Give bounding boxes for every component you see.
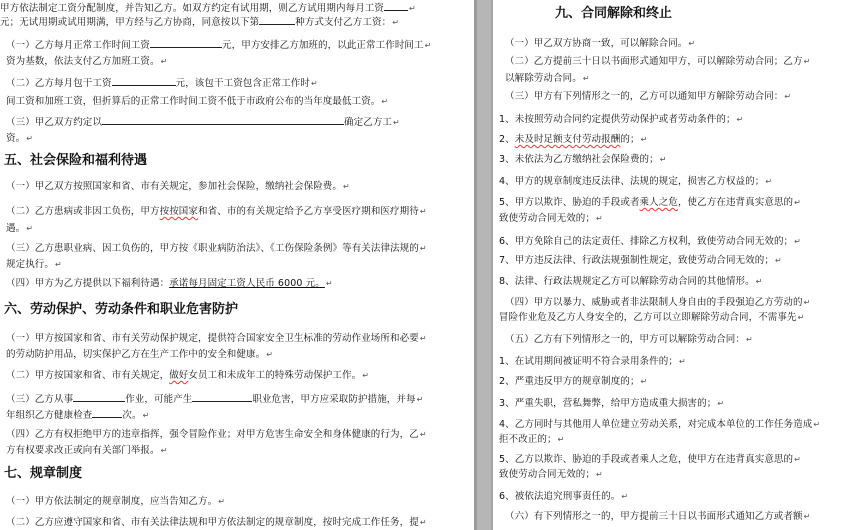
paragraph-text: （一）甲方依法制定的规章制度，应当告知乙方。 bbox=[6, 496, 218, 507]
paragraph-text: 作业，可能产生 bbox=[125, 394, 193, 405]
right-line bbox=[505, 37, 695, 50]
paragraph-text: 3、未依法为乙方缴纳社会保险费的； bbox=[499, 154, 659, 165]
paragraph-mark-icon: ↵ bbox=[419, 244, 427, 253]
paragraph-mark-icon: ↵ bbox=[717, 399, 725, 408]
paragraph-text: 的； bbox=[620, 134, 640, 145]
left-line bbox=[0, 0, 416, 15]
right-line bbox=[499, 490, 628, 503]
section-heading: 九、合同解除和终止 bbox=[555, 6, 673, 21]
right-line bbox=[499, 468, 603, 481]
right-line bbox=[499, 113, 743, 126]
paragraph-text: （一）乙方每月正常工作时间工资 bbox=[6, 40, 151, 51]
paragraph-text: 遇。 bbox=[6, 223, 26, 234]
paragraph-mark-icon: ↵ bbox=[621, 492, 629, 501]
left-line bbox=[6, 222, 33, 235]
right-line bbox=[499, 355, 686, 368]
fill-in-blank bbox=[102, 114, 344, 125]
paragraph-mark-icon: ↵ bbox=[794, 237, 801, 246]
right-line bbox=[499, 275, 763, 288]
paragraph-mark-icon: ↵ bbox=[803, 298, 811, 307]
paragraph-text: （二）乙方提前三十日以书面形式通知甲方，可以解除劳动合同；乙方 bbox=[505, 56, 803, 67]
right-line bbox=[499, 418, 820, 431]
paragraph-mark-icon: ↵ bbox=[784, 92, 792, 101]
fill-in-blank bbox=[384, 0, 408, 11]
paragraph-text: 1、未按照劳动合同约定提供劳动保护或者劳动条件的； bbox=[499, 114, 736, 125]
right-line bbox=[499, 212, 603, 225]
paragraph-text: （一）甲乙双方协商一致，可以解除合同。 bbox=[505, 38, 688, 49]
paragraph-text: 资为基数，依法支付乙方加班工资。 bbox=[6, 56, 160, 67]
paragraph-mark-icon: ↵ bbox=[688, 39, 696, 48]
right-line bbox=[499, 254, 782, 267]
right-line bbox=[499, 175, 772, 188]
paragraph-text: 的劳动防护用品，切实保护乙方在生产工作中的安全和健康。 bbox=[6, 349, 266, 360]
paragraph-mark-icon: ↵ bbox=[803, 512, 811, 521]
left-line bbox=[0, 14, 399, 29]
right-line bbox=[499, 433, 564, 446]
paragraph-mark-icon: ↵ bbox=[362, 371, 370, 380]
right-line bbox=[499, 133, 647, 146]
paragraph-text: （三）甲方有下列情形之一的，乙方可以通知甲方解除劳动合同： bbox=[505, 91, 784, 102]
right-line bbox=[499, 397, 724, 410]
paragraph-text: （二）乙方患病或非因工负伤，甲方 bbox=[6, 206, 160, 217]
section-heading: 五、社会保险和福利待遇 bbox=[4, 153, 148, 168]
paragraph-mark-icon: ↵ bbox=[218, 497, 226, 506]
paragraph-text: （二）乙方应遵守国家和省、市有关法律法规和甲方依法制定的规章制度，按时完成工作任务，提 bbox=[6, 517, 419, 528]
paragraph-mark-icon: ↵ bbox=[142, 411, 150, 420]
paragraph-text: （四）乙方有权拒绝甲方的违章指挥，强令冒险作业；对甲方危害生命安全和身体健康的行为，乙 bbox=[6, 429, 419, 440]
fill-in-blank bbox=[73, 391, 125, 402]
paragraph-mark-icon: ↵ bbox=[419, 334, 427, 343]
paragraph-mark-icon: ↵ bbox=[596, 470, 603, 479]
paragraph-text: ，使乙方在违背真实意思的 bbox=[677, 197, 794, 208]
paragraph-text: 致使劳动合同无效的； bbox=[499, 213, 596, 224]
left-line bbox=[6, 369, 369, 382]
paragraph-text: （一）甲乙双方按照国家和省、市有关规定，参加社会保险，缴纳社会保险费。 bbox=[6, 181, 343, 192]
paragraph-text: 冒险作业危及乙方人身安全的，乙方可以立即解除劳动合同，不需事先 bbox=[499, 312, 797, 323]
paragraph-text: 6、被依法追究刑事责任的。 bbox=[499, 491, 621, 502]
document-page-right bbox=[493, 0, 850, 530]
fill-in-blank bbox=[192, 391, 252, 402]
paragraph-mark-icon: ↵ bbox=[582, 74, 590, 83]
paragraph-text: 方有权要求改正或向有关部门举报。 bbox=[6, 445, 160, 456]
left-line bbox=[6, 55, 167, 68]
paragraph-text: （六）有下列情形之一的，甲方提前三十日以书面形式通知乙方或者额 bbox=[505, 511, 803, 522]
paragraph-text: 元，甲方安排乙方加班的，以此正常工作时间工 bbox=[222, 40, 424, 51]
right-line bbox=[499, 196, 801, 209]
paragraph-mark-icon: ↵ bbox=[325, 279, 333, 288]
paragraph-text: 规定执行。 bbox=[6, 259, 55, 270]
paragraph-text: （二）甲方按国家和省、市有关规定， bbox=[6, 370, 170, 381]
right-line bbox=[505, 55, 810, 68]
paragraph-mark-icon: ↵ bbox=[311, 79, 318, 88]
left-line bbox=[6, 132, 33, 145]
left-line bbox=[6, 444, 167, 457]
paragraph-mark-icon: ↵ bbox=[343, 182, 350, 191]
paragraph-text: （四）甲方以暴力、威胁或者非法限制人身自由的手段强迫乙方劳动的 bbox=[505, 297, 803, 308]
left-line bbox=[6, 95, 388, 108]
underlined-text: 承诺每月固定工资人民币 6000 元。 bbox=[169, 278, 325, 289]
paragraph-text: 5、乙方以欺诈、胁迫的手段或者乘人之危，使甲方在违背真实意思的 bbox=[499, 454, 794, 465]
paragraph-mark-icon: ↵ bbox=[774, 256, 782, 265]
paragraph-mark-icon: ↵ bbox=[424, 41, 432, 50]
right-line bbox=[505, 90, 791, 103]
paragraph-mark-icon: ↵ bbox=[419, 518, 427, 527]
right-line bbox=[499, 235, 801, 248]
paragraph-mark-icon: ↵ bbox=[746, 335, 753, 344]
paragraph-mark-icon: ↵ bbox=[392, 18, 400, 27]
paragraph-mark-icon: ↵ bbox=[266, 350, 274, 359]
paragraph-text: 4、甲方的规章制度违反法律、法规的规定，损害乙方权益的； bbox=[499, 176, 765, 187]
paragraph-text: （一）甲方按国家和省、市有关劳动保护规定，提供符合国家安全卫生标准的劳动作业场所和必要 bbox=[6, 333, 419, 344]
right-line bbox=[499, 311, 804, 324]
left-line bbox=[6, 391, 423, 406]
right-line bbox=[505, 72, 590, 85]
left-line bbox=[6, 242, 427, 255]
paragraph-text: 和省、市的有关规定给予乙方享受医疗期和医疗期待 bbox=[198, 206, 419, 217]
paragraph-text: 年组织乙方健康检查 bbox=[6, 410, 93, 421]
paragraph-text: 以解除劳动合同。 bbox=[505, 73, 582, 84]
paragraph-mark-icon: ↵ bbox=[678, 357, 686, 366]
paragraph-text: （三）乙方从事 bbox=[6, 394, 74, 405]
paragraph-text: 元；无试用期或试用期满，甲方经与乙方协商，同意按以下第 bbox=[0, 17, 260, 28]
left-line bbox=[6, 205, 427, 218]
fill-in-blank bbox=[92, 407, 122, 418]
paragraph-text: 拒不改正的； bbox=[499, 434, 557, 445]
paragraph-mark-icon: ↵ bbox=[416, 395, 424, 404]
paragraph-mark-icon: ↵ bbox=[381, 97, 389, 106]
paragraph-text: 6、甲方免除自己的法定责任、排除乙方权利，致使劳动合同无效的； bbox=[499, 236, 794, 247]
right-line bbox=[505, 296, 810, 309]
paragraph-mark-icon: ↵ bbox=[794, 455, 801, 464]
paragraph-mark-icon: ↵ bbox=[26, 224, 34, 233]
paragraph-text: 次。 bbox=[122, 410, 142, 421]
paragraph-text: （二）乙方每月包干工资 bbox=[6, 78, 112, 89]
paragraph-mark-icon: ↵ bbox=[419, 430, 427, 439]
paragraph-text: 2、严重违反甲方的规章制度的； bbox=[499, 376, 640, 387]
spellcheck-text: 做好 bbox=[169, 370, 189, 381]
paragraph-text: 确定乙方工 bbox=[344, 117, 393, 128]
fill-in-blank bbox=[259, 14, 295, 25]
left-line bbox=[6, 332, 427, 345]
paragraph-mark-icon: ↵ bbox=[160, 446, 168, 455]
spellcheck-text: 未及时足额支付劳动报酬 bbox=[514, 134, 621, 145]
fill-in-blank bbox=[112, 75, 176, 86]
page-gap bbox=[474, 0, 493, 530]
left-line bbox=[6, 258, 62, 271]
paragraph-text: 元，该包干工资包含正常工作时 bbox=[175, 78, 311, 89]
fill-in-blank bbox=[150, 37, 222, 48]
left-line bbox=[6, 495, 225, 508]
paragraph-text: 间工资和加班工资，但折算后的正常工作时间工资不低于市政府公布的当年度最低工资。 bbox=[6, 96, 381, 107]
spellcheck-text: 按按国家 bbox=[159, 206, 199, 217]
paragraph-text: 3、严重失职，营私舞弊，给甲方造成重大损害的； bbox=[499, 398, 717, 409]
paragraph-text: 甲方依法制定工资分配制度，并告知乙方。如双方约定有试用期，则乙方试用期内每月工资 bbox=[0, 3, 385, 14]
paragraph-text: （三）乙方患职业病、因工负伤的，甲方按《职业病防治法》、《工伤保险条例》等有关法律法规的 bbox=[6, 243, 419, 254]
paragraph-text: （三）甲乙双方约定以 bbox=[6, 117, 103, 128]
paragraph-text: 2、 bbox=[499, 134, 515, 145]
left-line bbox=[6, 348, 273, 361]
right-line bbox=[499, 375, 647, 388]
paragraph-mark-icon: ↵ bbox=[755, 277, 763, 286]
paragraph-mark-icon: ↵ bbox=[813, 420, 821, 429]
paragraph-text: 1、在试用期间被证明不符合录用条件的； bbox=[499, 356, 678, 367]
paragraph-mark-icon: ↵ bbox=[26, 134, 34, 143]
left-line bbox=[6, 428, 427, 441]
paragraph-mark-icon: ↵ bbox=[640, 135, 648, 144]
left-line bbox=[6, 277, 333, 290]
paragraph-mark-icon: ↵ bbox=[640, 377, 648, 386]
paragraph-mark-icon: ↵ bbox=[160, 57, 168, 66]
paragraph-text: 4、乙方同时与其他用人单位建立劳动关系，对完成本单位的工作任务造成 bbox=[499, 419, 813, 430]
left-line bbox=[6, 516, 427, 529]
paragraph-text: 女员工和未成年工的特殊劳动保护工作。 bbox=[188, 370, 362, 381]
paragraph-text: （四）甲方为乙方提供以下福利待遇： bbox=[6, 278, 170, 289]
paragraph-text: 资。 bbox=[6, 133, 26, 144]
paragraph-text: 7、甲方违反法律、行政法规强制性规定，致使劳动合同无效的； bbox=[499, 255, 774, 266]
left-line bbox=[6, 114, 400, 129]
paragraph-text: 8、法律、行政法规规定乙方可以解除劳动合同的其他情形。 bbox=[499, 276, 755, 287]
paragraph-mark-icon: ↵ bbox=[659, 155, 667, 164]
paragraph-mark-icon: ↵ bbox=[55, 260, 62, 269]
paragraph-text: 5、甲方以欺诈、胁迫的手段或者 bbox=[499, 197, 640, 208]
right-line bbox=[499, 453, 801, 466]
left-line bbox=[6, 75, 318, 90]
paragraph-text: 致使劳动合同无效的； bbox=[499, 469, 596, 480]
left-line bbox=[6, 180, 350, 193]
paragraph-mark-icon: ↵ bbox=[765, 177, 773, 186]
right-line bbox=[505, 510, 810, 523]
paragraph-mark-icon: ↵ bbox=[797, 313, 805, 322]
paragraph-text: 职业危害，甲方应采取防护措施，并每 bbox=[252, 394, 416, 405]
left-line bbox=[6, 407, 149, 422]
section-heading: 七、规章制度 bbox=[4, 466, 83, 481]
paragraph-mark-icon: ↵ bbox=[736, 115, 744, 124]
spellcheck-text: 乘人之危 bbox=[639, 197, 678, 208]
paragraph-mark-icon: ↵ bbox=[393, 118, 400, 127]
paragraph-mark-icon: ↵ bbox=[557, 435, 565, 444]
right-line bbox=[499, 153, 667, 166]
left-line bbox=[6, 37, 431, 52]
paragraph-mark-icon: ↵ bbox=[794, 198, 801, 207]
paragraph-mark-icon: ↵ bbox=[419, 207, 427, 216]
right-line bbox=[505, 333, 753, 346]
section-heading: 六、劳动保护、劳动条件和职业危害防护 bbox=[4, 302, 239, 317]
paragraph-mark-icon: ↵ bbox=[803, 57, 811, 66]
paragraph-mark-icon: ↵ bbox=[409, 4, 416, 13]
paragraph-text: （五）乙方有下列情形之一的，甲方可以解除劳动合同： bbox=[505, 334, 746, 345]
paragraph-mark-icon: ↵ bbox=[596, 214, 603, 223]
paragraph-text: 种方式支付乙方工资： bbox=[295, 17, 392, 28]
